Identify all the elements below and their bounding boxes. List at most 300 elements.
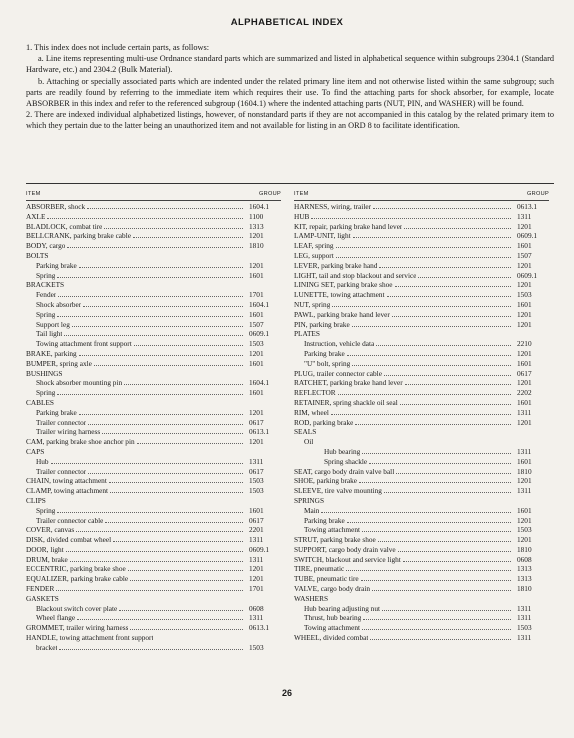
group-number: 1201 [517, 515, 532, 525]
group-number: 0608 [517, 554, 532, 564]
dot-leader [373, 203, 511, 209]
item-name: ECCENTRIC, parking brake shoe [26, 564, 126, 574]
group-number: 2202 [517, 388, 532, 398]
dot-leader [369, 458, 511, 464]
group-number: 1311 [517, 603, 532, 613]
item-name: BRACKETS [26, 280, 65, 290]
item-name: HARNESS, wiring, trailer [294, 202, 372, 211]
group-number: 1810 [517, 466, 532, 476]
item-name: RETAINER, spring shackle oil seal [294, 397, 398, 407]
dot-leader [311, 213, 511, 219]
index-row [26, 378, 281, 388]
group-number: 2210 [517, 339, 532, 349]
dot-leader [79, 409, 243, 415]
group-number: 1601 [249, 358, 264, 368]
dot-leader [346, 565, 511, 571]
group-number: 0613.1 [249, 623, 270, 633]
group-number: 1503 [517, 623, 532, 633]
group-number: 1601 [517, 456, 532, 466]
item-name: "U" bolt, spring [304, 358, 351, 368]
item-name: DOOR, light [26, 544, 64, 554]
index-row [26, 437, 281, 447]
item-name: SEAT, cargo body drain valve ball [294, 466, 395, 476]
dot-leader [119, 605, 243, 611]
dot-leader [362, 526, 511, 532]
column-header [26, 189, 281, 200]
dot-leader [331, 409, 511, 415]
column-header [294, 189, 549, 200]
item-name: Trailer connector [36, 466, 87, 476]
dot-leader [77, 614, 243, 620]
index-row [294, 280, 549, 290]
item-name: Support leg [36, 319, 70, 329]
index-row [26, 231, 281, 241]
dot-leader [359, 477, 511, 483]
dot-leader [57, 311, 243, 317]
index-row [294, 378, 549, 388]
index-row [294, 506, 549, 516]
item-name: Thrust, hub bearing [304, 613, 362, 623]
item-name: PLATES [294, 329, 320, 339]
index-row [294, 241, 549, 251]
group-number: 1311 [249, 456, 264, 466]
item-name: BOLTS [26, 250, 49, 260]
dot-leader [94, 360, 243, 366]
dot-leader [137, 438, 243, 444]
index-row [294, 271, 549, 281]
item-name: LUNETTE, towing attachment [294, 290, 385, 300]
item-name: COVER, canvas [26, 525, 75, 535]
item-name: AXLE [26, 211, 46, 221]
index-row [26, 623, 281, 633]
dot-leader [418, 272, 511, 278]
dot-leader [400, 399, 511, 405]
item-name: EQUALIZER, parking brake cable [26, 574, 129, 584]
header-rule [294, 200, 549, 201]
group-number: 0617 [249, 417, 264, 427]
dot-leader [88, 419, 243, 425]
group-number: 1201 [517, 221, 532, 231]
dot-leader [336, 252, 511, 258]
index-row [294, 408, 549, 418]
dot-leader [51, 458, 243, 464]
index-row [294, 555, 549, 565]
item-name: Main [304, 505, 320, 515]
item-name: PLUG, trailer connector cable [294, 368, 382, 378]
dot-leader [405, 379, 511, 385]
dot-leader [321, 507, 511, 513]
group-number: 0609.1 [249, 329, 270, 339]
index-row [294, 398, 549, 408]
dot-leader [133, 232, 243, 238]
index-row [294, 574, 549, 584]
dot-leader [352, 321, 511, 327]
index-row [26, 300, 281, 310]
group-number: 2201 [249, 525, 264, 535]
index-row [26, 408, 281, 418]
index-row [26, 290, 281, 300]
item-name: Hub bearing [324, 446, 361, 456]
index-row [294, 231, 549, 241]
item-name: Shock absorber mounting pin [36, 378, 123, 388]
index-row [294, 222, 549, 232]
group-number: 1100 [249, 211, 264, 221]
group-number: 1601 [517, 299, 532, 309]
index-column-right [294, 189, 549, 643]
group-number: 1201 [249, 348, 264, 358]
item-name: DISK, divided combat wheel [26, 535, 112, 545]
group-number: 1311 [517, 446, 532, 456]
group-number: 1601 [249, 270, 264, 280]
group-number: 1201 [517, 476, 532, 486]
index-row [294, 310, 549, 320]
index-row [294, 476, 549, 486]
page-title: ALPHABETICAL INDEX [230, 17, 344, 28]
group-number: 1503 [517, 525, 532, 535]
dot-leader [88, 468, 243, 474]
group-number: 1201 [249, 407, 264, 417]
dot-leader [64, 330, 243, 336]
item-name: WASHERS [294, 593, 329, 603]
item-name: Towing attachment front support [36, 339, 132, 349]
index-row [294, 339, 549, 349]
item-name: RATCHET, parking brake hand lever [294, 378, 403, 388]
group-number: 1201 [517, 535, 532, 545]
item-name: LEAF, spring [294, 241, 334, 251]
index-row [26, 643, 281, 653]
group-number: 1503 [249, 486, 264, 496]
index-row [294, 564, 549, 574]
item-name: DRUM, brake [26, 554, 68, 564]
index-row [294, 251, 549, 261]
index-row [294, 320, 549, 330]
group-number: 0609.1 [249, 544, 270, 554]
index-row [294, 584, 549, 594]
index-row [26, 418, 281, 428]
index-row [26, 212, 281, 222]
group-number: 1601 [517, 397, 532, 407]
index-row [26, 486, 281, 496]
group-number: 1503 [249, 642, 264, 652]
index-row [294, 359, 549, 369]
item-name: FENDER [26, 584, 55, 594]
dot-leader [387, 291, 511, 297]
index-row [26, 613, 281, 623]
item-name: CAPS [26, 446, 45, 456]
group-number: 1313 [249, 221, 264, 231]
index-row [294, 300, 549, 310]
item-header: ITEM [26, 191, 41, 197]
dot-leader [124, 379, 243, 385]
item-name: PAWL, parking brake hand lever [294, 309, 390, 319]
item-name: SPRINGS [294, 495, 325, 505]
index-row [26, 388, 281, 398]
dot-leader [102, 428, 243, 434]
item-name: HUB [294, 211, 310, 221]
group-number: 1311 [249, 613, 264, 623]
item-name: Hub [36, 456, 49, 466]
index-row [26, 604, 281, 614]
index-row [26, 476, 281, 486]
group-number: 1601 [249, 505, 264, 515]
dot-leader [347, 350, 511, 356]
index-row [294, 594, 549, 604]
index-row [26, 516, 281, 526]
item-name: SHOE, parking brake [294, 476, 358, 486]
item-name: GROMMET, trailer wiring harness [26, 623, 129, 633]
group-number: 1810 [249, 241, 264, 251]
index-row [26, 320, 281, 330]
item-name: Parking brake [304, 515, 345, 525]
index-row [26, 594, 281, 604]
dot-leader [128, 565, 243, 571]
group-number: 0617 [249, 466, 264, 476]
item-name: HANDLE, towing attachment front support [26, 633, 154, 643]
index-row [294, 457, 549, 467]
item-name: bracket [36, 642, 58, 652]
index-row [294, 261, 549, 271]
dot-leader [396, 468, 511, 474]
index-row [26, 496, 281, 506]
item-name: Fender [36, 290, 57, 300]
group-number: 1201 [249, 564, 264, 574]
item-name: Instruction, vehicle data [304, 339, 375, 349]
item-name: SUPPORT, cargo body drain valve [294, 544, 396, 554]
group-number: 1201 [517, 280, 532, 290]
item-name: ABSORBER, shock [26, 202, 86, 211]
item-name: Hub bearing adjusting nut [304, 603, 380, 613]
item-name: Parking brake [36, 407, 77, 417]
dot-leader [105, 517, 243, 523]
group-number: 1604.1 [249, 378, 270, 388]
dot-leader [332, 301, 511, 307]
group-number: 1311 [517, 613, 532, 623]
item-name: KIT, repair, parking brake hand lever [294, 221, 403, 231]
dot-leader [113, 536, 243, 542]
item-name: GASKETS [26, 593, 59, 603]
index-row [294, 437, 549, 447]
dot-leader [58, 291, 243, 297]
index-row [26, 329, 281, 339]
group-number: 0617 [249, 515, 264, 525]
dot-leader [384, 370, 511, 376]
index-row [26, 584, 281, 594]
item-name: CLIPS [26, 495, 46, 505]
dot-leader [384, 487, 511, 493]
group-number: 1311 [517, 633, 532, 643]
note-1b: b. Attaching or specially associated parts which are indented under the related primary line item and not otherwise listed within the same subgroup; such parts are readily found by referring to the immediate item which requires their use. To find the attaching parts for shock absorber, for example, locate ABSORBER in this index and refer to the referenced subgroup (1604.1) where the indented attaching parts (NUT, PIN, and WASHER) will be found. [26, 76, 554, 109]
dot-leader [66, 546, 243, 552]
item-name: Parking brake [304, 348, 345, 358]
index-column-left [26, 189, 281, 653]
dot-leader [109, 477, 243, 483]
header-rule [26, 200, 281, 201]
group-number: 1311 [249, 554, 264, 564]
item-name: BELLCRANK, parking brake cable [26, 231, 131, 241]
intro-notes [26, 42, 554, 132]
item-name: WHEEL, divided combat [294, 633, 369, 643]
index-row [26, 447, 281, 457]
group-number: 1601 [517, 358, 532, 368]
dot-leader [134, 340, 243, 346]
item-name: TIRE, pneumatic [294, 564, 345, 574]
dot-leader [379, 262, 511, 268]
dot-leader [130, 575, 243, 581]
item-name: Spring [36, 270, 56, 280]
index-row [294, 329, 549, 339]
group-number: 1201 [517, 348, 532, 358]
group-number: 0617 [517, 368, 532, 378]
group-number: 1313 [517, 564, 532, 574]
item-name: Spring [36, 388, 56, 398]
index-row [26, 339, 281, 349]
item-name: TUBE, pneumatic tire [294, 574, 359, 584]
group-header: GROUP [526, 191, 549, 197]
index-row [294, 633, 549, 643]
dot-leader [79, 350, 243, 356]
item-name: ROD, parking brake [294, 417, 354, 427]
dot-leader [355, 419, 511, 425]
group-number: 1604.1 [249, 202, 270, 211]
group-number: 1507 [249, 319, 264, 329]
group-number: 1311 [249, 535, 264, 545]
dot-leader [56, 585, 243, 591]
item-name: Spring shackle [324, 456, 368, 466]
group-number: 1201 [249, 231, 264, 241]
item-name: Oil [304, 437, 314, 447]
item-name: CHAIN, towing attachment [26, 476, 107, 486]
dot-leader [110, 487, 243, 493]
group-number: 1311 [517, 407, 532, 417]
item-name: LIGHT, tail and stop blackout and service [294, 270, 417, 280]
dot-leader [59, 644, 243, 650]
item-name: SEALS [294, 427, 317, 437]
dot-leader [363, 614, 511, 620]
group-number: 1313 [517, 574, 532, 584]
item-name: Wheel flange [36, 613, 76, 623]
group-number: 1601 [517, 505, 532, 515]
item-name: Trailer wiring harness [36, 427, 101, 437]
index-row [294, 535, 549, 545]
index-row [26, 222, 281, 232]
group-number: 1604.1 [249, 299, 270, 309]
item-name: Blackout switch cover plate [36, 603, 118, 613]
index-row [26, 349, 281, 359]
group-number: 1701 [249, 584, 264, 594]
index-row [26, 525, 281, 535]
dot-leader [352, 360, 511, 366]
index-rows-left [26, 202, 281, 653]
page-number: 26 [281, 688, 292, 698]
item-header: ITEM [294, 191, 309, 197]
index-row [294, 388, 549, 398]
index-row [294, 525, 549, 535]
dot-leader [76, 526, 243, 532]
dot-leader [403, 556, 511, 562]
index-row [294, 516, 549, 526]
item-name: BUMPER, spring axle [26, 358, 92, 368]
dot-leader [104, 223, 243, 229]
index-rows-right [294, 202, 549, 643]
group-number: 1311 [517, 486, 532, 496]
index-row [294, 545, 549, 555]
item-name: SWITCH, blackout and service light [294, 554, 401, 564]
group-header: GROUP [258, 191, 281, 197]
item-name: BLADLOCK, combat tire [26, 221, 103, 231]
index-row [294, 447, 549, 457]
index-row [294, 418, 549, 428]
item-name: Spring [36, 505, 56, 515]
item-name: LEVER, parking brake hand [294, 260, 378, 270]
item-name: VALVE, cargo body drain [294, 584, 371, 594]
index-row [26, 427, 281, 437]
index-row [294, 202, 549, 212]
group-number: 1201 [249, 437, 264, 447]
group-number: 1810 [517, 584, 532, 594]
dot-leader [404, 223, 511, 229]
item-name: Towing attachment [304, 623, 361, 633]
dot-leader [382, 605, 511, 611]
index-row [26, 398, 281, 408]
index-row [26, 574, 281, 584]
group-number: 0608 [249, 603, 264, 613]
group-number: 1601 [517, 241, 532, 251]
group-number: 1201 [517, 260, 532, 270]
item-name: RIM, wheel [294, 407, 329, 417]
item-name: BODY, cargo [26, 241, 66, 251]
note-1: 1. This index does not include certain parts, as follows: [26, 43, 210, 52]
item-name: REFLECTOR [294, 388, 336, 398]
group-number: 0609.1 [517, 231, 538, 241]
index-row [26, 271, 281, 281]
index-row [26, 506, 281, 516]
dot-leader [395, 281, 511, 287]
index-row [294, 496, 549, 506]
dot-leader [83, 301, 243, 307]
dot-leader [47, 213, 243, 219]
group-number: 1503 [517, 290, 532, 300]
dot-leader [57, 507, 243, 513]
item-name: CAM, parking brake shoe anchor pin [26, 437, 135, 447]
dot-leader [347, 517, 511, 523]
index-row [26, 359, 281, 369]
dot-leader [392, 311, 511, 317]
note-2: 2. There are indexed individual alphabetized listings, however, of nonstandard parts if they are not accompanied in this catalog by the related primary item to which they pertain due to the latter being an unauthorized item and not available for listing in an ORD 8 to facilitate identification. [26, 110, 554, 131]
index-row [294, 623, 549, 633]
dot-leader [370, 634, 511, 640]
item-name: LINING SET, parking brake shoe [294, 280, 393, 290]
dot-leader [79, 262, 243, 268]
group-number: 1201 [249, 260, 264, 270]
index-row [294, 467, 549, 477]
group-number: 1201 [517, 309, 532, 319]
group-number: 0613.1 [249, 427, 270, 437]
index-row [26, 564, 281, 574]
item-name: Towing attachment [304, 525, 361, 535]
item-name: Spring [36, 309, 56, 319]
index-row [26, 310, 281, 320]
index-row [294, 427, 549, 437]
group-number: 1601 [249, 388, 264, 398]
dot-leader [87, 203, 243, 209]
dot-leader [130, 624, 243, 630]
item-name: BRAKE, parking [26, 348, 77, 358]
item-name: BUSHINGS [26, 368, 63, 378]
group-number: 1507 [517, 250, 532, 260]
index-row [294, 613, 549, 623]
index-row [26, 555, 281, 565]
item-name: CABLES [26, 397, 54, 407]
